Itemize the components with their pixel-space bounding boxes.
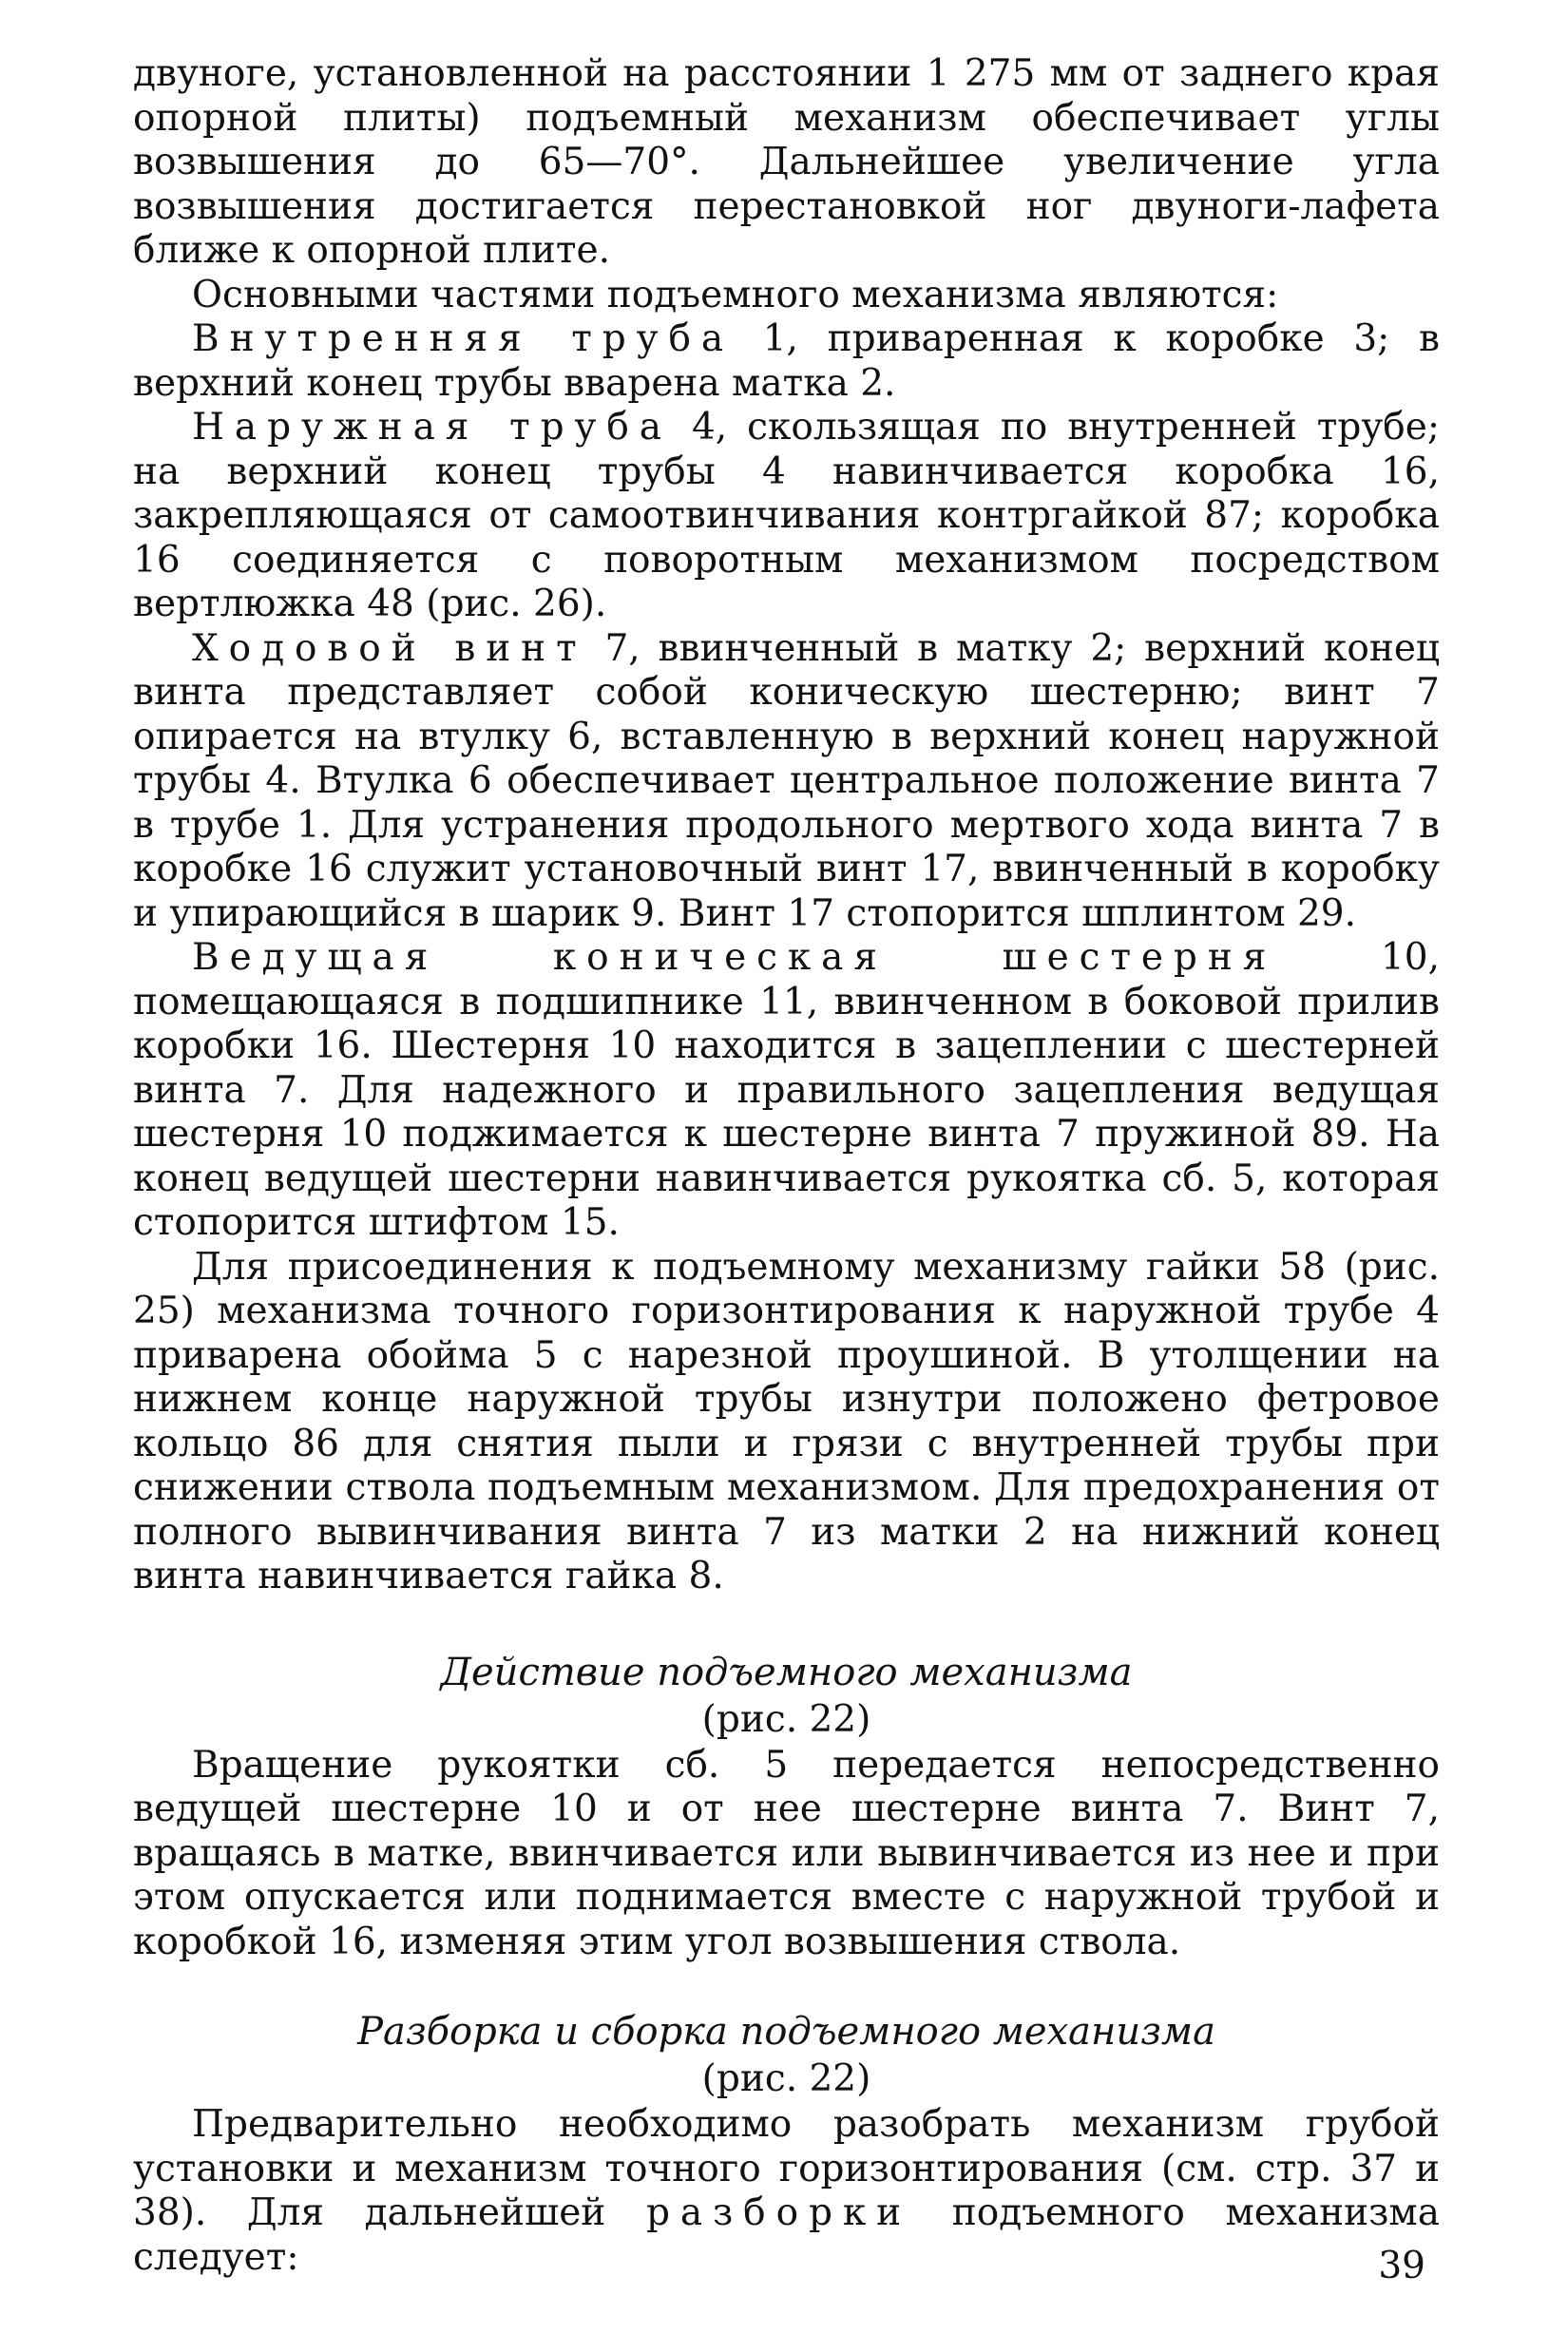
section-figure-ref: (рис. 22): [701, 1697, 871, 1741]
paragraph-text: 1, приваренная к коробке 3; в верхний конец трубы вварена матка 2.: [133, 317, 1440, 405]
paragraph-inner-tube: [133, 317, 1440, 406]
paragraph-main-parts: [133, 274, 1440, 318]
paragraph-text: Для присоединения к подъемному механизму гайки 58 (рис. 25) механизма точного горизонтирования к наружной трубе 4 приварена обойма 5 с нарезной проушиной. В утолщении на нижнем конце наружной трубы изнутри положено фетровое кольцо 86 для снятия пыли и грязи с внутренней трубы при снижении ствола подъемным механизмом. Для предохранения от полного вывинчивания винта 7 из матки 2 на нижний конец винта навинчивается гайка 8.: [133, 1245, 1440, 1597]
paragraph-bipod-intro: [133, 52, 1440, 274]
paragraph-text: Предварительно необходимо разобрать механизм грубой установки и механизм точного горизонтирования (см. стр. 37 и 38). Для дальнейшей: [133, 2103, 1440, 2234]
paragraph-text: Вращение рукоятки сб. 5 передается непосредственно ведущей шестерне 10 и от нее шестерне винта 7. Винт 7, вращаясь в матке, ввинчивается или вывинчивается из нее и при этом опускается или поднимается вместе с наружной трубой и коробкой 16, изменяя этим угол возвышения ствола.: [133, 1743, 1440, 1963]
paragraph-text: 10, помещающаяся в подшипнике 11, ввинченном в боковой прилив коробки 16. Шестерня 10 находится в зацеплении с шестерней винта 7. Для надежного и правильного зацепления ведущая шестерня 10 поджимается к шестерне винта 7 пружиной 89. На конец ведущей шестерни навинчивается рукоятка сб. 5, которая стопорится штифтом 15.: [133, 936, 1441, 1244]
paragraph-disassembly: [133, 2103, 1440, 2280]
term-inner-tube: Внутренняя труба: [192, 317, 735, 360]
term-outer-tube: Наружная труба: [192, 406, 672, 449]
paragraph-text: Основными частями подъемного механизма являются:: [192, 273, 1279, 316]
term-drive-gear: Ведущая коническая шестерня: [192, 936, 1277, 979]
paragraph-attachment: [133, 1246, 1440, 1599]
paragraph-drive-gear: [133, 936, 1440, 1246]
section-figure-ref: (рис. 22): [701, 2057, 871, 2100]
paragraph-text: 4, скользящая по внутренней трубе; на верхний конец трубы 4 навинчивается коробка 16, закрепляющаяся от самоотвинчивания контргайкой 87; коробка 16 соединяется с поворотным механизмом посредством вертлюжка 48 (рис. 26).: [133, 406, 1440, 625]
paragraph-text: 7, ввинченный в матку 2; верхний конец винта представляет собой коническую шестерню; винт 7 опирается на втулку 6, вставленную в верхний конец наружной трубы 4. Втулка 6 обеспечивает центральное положение винта 7 в трубе 1. Для устранения продольного мертвого хода винта 7 в коробке 16 служит установочный винт 17, ввинченный в коробку и упирающийся в шарик 9. Винт 17 стопорится шплинтом 29.: [133, 626, 1441, 935]
paragraph-text: двуноге, установленной на расстоянии 1 275 мм от заднего края опорной плиты) подъемный механизм обеспечивает углы возвышения до 65—70°. Дальнейшее увеличение угла возвышения достигается перестановкой ног двуноги-лафета ближе к опорной плите.: [133, 52, 1440, 272]
paragraph-operation: [133, 1744, 1440, 1965]
page-number: 39: [1378, 2245, 1425, 2287]
term-lead-screw: Ходовой винт: [192, 626, 587, 670]
paragraph-text: подъемного механизма следует:: [133, 2191, 1440, 2279]
paragraph-outer-tube: [133, 406, 1440, 627]
section-title-disassembly: Разборка и сборка подъемного механизма: [357, 2010, 1215, 2054]
term-disassembly: разборки: [645, 2191, 912, 2234]
page-body: [133, 52, 1440, 2280]
paragraph-lead-screw: [133, 627, 1440, 937]
section-title-operation: Действие подъемного механизма: [440, 1650, 1133, 1694]
